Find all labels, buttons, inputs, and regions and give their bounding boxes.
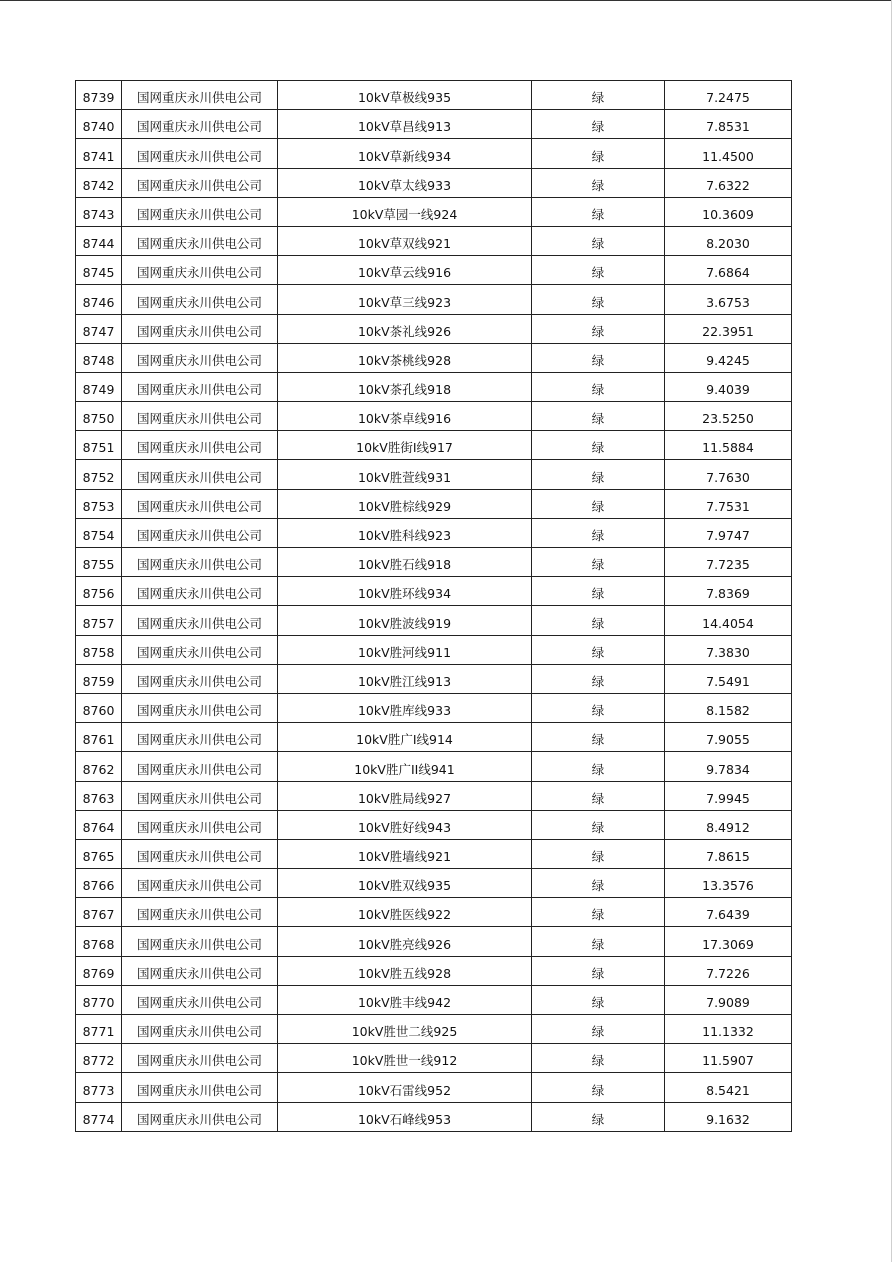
company-cell: 国网重庆永川供电公司 [122,1073,278,1102]
table-row [76,927,792,956]
company-cell: 国网重庆永川供电公司 [122,518,278,547]
company-cell: 国网重庆永川供电公司 [122,343,278,372]
table-row [76,226,792,255]
company-cell: 国网重庆永川供电公司 [122,460,278,489]
line-name-cell: 10kV胜医线922 [278,898,532,927]
company-cell: 国网重庆永川供电公司 [122,606,278,635]
color-code-cell: 绿 [532,1015,665,1044]
color-code-cell: 绿 [532,314,665,343]
color-code-cell: 绿 [532,577,665,606]
value-cell: 8.1582 [665,693,792,722]
company-cell: 国网重庆永川供电公司 [122,664,278,693]
company-cell: 国网重庆永川供电公司 [122,226,278,255]
color-code-cell: 绿 [532,723,665,752]
value-cell: 7.8369 [665,577,792,606]
company-cell: 国网重庆永川供电公司 [122,810,278,839]
row-number-cell: 8765 [76,839,122,868]
color-code-cell: 绿 [532,489,665,518]
company-cell: 国网重庆永川供电公司 [122,752,278,781]
company-cell: 国网重庆永川供电公司 [122,781,278,810]
table-body [76,81,792,1132]
company-cell: 国网重庆永川供电公司 [122,139,278,168]
line-name-cell: 10kV胜局线927 [278,781,532,810]
row-number-cell: 8745 [76,256,122,285]
table-row [76,781,792,810]
company-cell: 国网重庆永川供电公司 [122,839,278,868]
table-row [76,606,792,635]
company-cell: 国网重庆永川供电公司 [122,927,278,956]
color-code-cell: 绿 [532,898,665,927]
color-code-cell: 绿 [532,402,665,431]
row-number-cell: 8762 [76,752,122,781]
value-cell: 7.6439 [665,898,792,927]
color-code-cell: 绿 [532,460,665,489]
company-cell: 国网重庆永川供电公司 [122,110,278,139]
row-number-cell: 8742 [76,168,122,197]
value-cell: 9.7834 [665,752,792,781]
value-cell: 9.1632 [665,1102,792,1131]
line-name-cell: 10kV草昌线913 [278,110,532,139]
company-cell: 国网重庆永川供电公司 [122,1102,278,1131]
company-cell: 国网重庆永川供电公司 [122,256,278,285]
value-cell: 7.9747 [665,518,792,547]
line-name-cell: 10kV胜亮线926 [278,927,532,956]
color-code-cell: 绿 [532,168,665,197]
color-code-cell: 绿 [532,139,665,168]
color-code-cell: 绿 [532,1102,665,1131]
value-cell: 11.1332 [665,1015,792,1044]
table-row [76,810,792,839]
row-number-cell: 8755 [76,548,122,577]
color-code-cell: 绿 [532,1044,665,1073]
color-code-cell: 绿 [532,606,665,635]
table-row [76,314,792,343]
color-code-cell: 绿 [532,752,665,781]
row-number-cell: 8752 [76,460,122,489]
row-number-cell: 8740 [76,110,122,139]
row-number-cell: 8739 [76,81,122,110]
value-cell: 9.4245 [665,343,792,372]
color-code-cell: 绿 [532,548,665,577]
color-code-cell: 绿 [532,693,665,722]
value-cell: 11.5907 [665,1044,792,1073]
row-number-cell: 8771 [76,1015,122,1044]
line-name-cell: 10kV胜世二线925 [278,1015,532,1044]
color-code-cell: 绿 [532,226,665,255]
color-code-cell: 绿 [532,197,665,226]
value-cell: 11.4500 [665,139,792,168]
value-cell: 7.3830 [665,635,792,664]
color-code-cell: 绿 [532,956,665,985]
table-row [76,1102,792,1131]
row-number-cell: 8761 [76,723,122,752]
line-name-cell: 10kV胜好线943 [278,810,532,839]
row-number-cell: 8754 [76,518,122,547]
row-number-cell: 8766 [76,869,122,898]
line-name-cell: 10kV胜萱线931 [278,460,532,489]
line-name-cell: 10kV草云线916 [278,256,532,285]
value-cell: 17.3069 [665,927,792,956]
value-cell: 7.8531 [665,110,792,139]
value-cell: 22.3951 [665,314,792,343]
company-cell: 国网重庆永川供电公司 [122,898,278,927]
line-name-cell: 10kV茶礼线926 [278,314,532,343]
table-row [76,839,792,868]
line-name-cell: 10kV草三线923 [278,285,532,314]
line-name-cell: 10kV石雷线952 [278,1073,532,1102]
color-code-cell: 绿 [532,110,665,139]
table-row [76,489,792,518]
color-code-cell: 绿 [532,985,665,1014]
color-code-cell: 绿 [532,810,665,839]
table-row [76,1015,792,1044]
company-cell: 国网重庆永川供电公司 [122,1044,278,1073]
table-row [76,723,792,752]
row-number-cell: 8748 [76,343,122,372]
value-cell: 13.3576 [665,869,792,898]
table-row [76,518,792,547]
table-row [76,1044,792,1073]
company-cell: 国网重庆永川供电公司 [122,723,278,752]
row-number-cell: 8741 [76,139,122,168]
row-number-cell: 8767 [76,898,122,927]
table-row [76,285,792,314]
table-row [76,372,792,401]
table-row [76,110,792,139]
company-cell: 国网重庆永川供电公司 [122,431,278,460]
row-number-cell: 8774 [76,1102,122,1131]
table-row [76,81,792,110]
line-name-cell: 10kV胜丰线942 [278,985,532,1014]
value-cell: 7.6322 [665,168,792,197]
value-cell: 10.3609 [665,197,792,226]
line-name-cell: 10kV胜世一线912 [278,1044,532,1073]
color-code-cell: 绿 [532,256,665,285]
line-name-cell: 10kV胜五线928 [278,956,532,985]
table-row [76,548,792,577]
row-number-cell: 8773 [76,1073,122,1102]
company-cell: 国网重庆永川供电公司 [122,402,278,431]
table-row [76,693,792,722]
table-row [76,898,792,927]
row-number-cell: 8759 [76,664,122,693]
table-row [76,956,792,985]
table-row [76,752,792,781]
row-number-cell: 8744 [76,226,122,255]
table-row [76,256,792,285]
line-name-cell: 10kV胜双线935 [278,869,532,898]
row-number-cell: 8749 [76,372,122,401]
value-cell: 7.9945 [665,781,792,810]
line-name-cell: 10kV胜库线933 [278,693,532,722]
line-name-cell: 10kV胜石线918 [278,548,532,577]
company-cell: 国网重庆永川供电公司 [122,956,278,985]
line-name-cell: 10kV胜广I线914 [278,723,532,752]
table-row [76,139,792,168]
color-code-cell: 绿 [532,664,665,693]
value-cell: 7.8615 [665,839,792,868]
line-name-cell: 10kV茶孔线918 [278,372,532,401]
row-number-cell: 8758 [76,635,122,664]
table-row [76,168,792,197]
row-number-cell: 8764 [76,810,122,839]
company-cell: 国网重庆永川供电公司 [122,489,278,518]
data-table [75,80,792,1132]
value-cell: 23.5250 [665,402,792,431]
value-cell: 11.5884 [665,431,792,460]
value-cell: 7.7531 [665,489,792,518]
value-cell: 7.2475 [665,81,792,110]
table-row [76,431,792,460]
line-name-cell: 10kV胜环线934 [278,577,532,606]
color-code-cell: 绿 [532,781,665,810]
line-name-cell: 10kV草极线935 [278,81,532,110]
row-number-cell: 8763 [76,781,122,810]
company-cell: 国网重庆永川供电公司 [122,577,278,606]
value-cell: 7.9055 [665,723,792,752]
row-number-cell: 8772 [76,1044,122,1073]
value-cell: 9.4039 [665,372,792,401]
company-cell: 国网重庆永川供电公司 [122,197,278,226]
line-name-cell: 10kV草太线933 [278,168,532,197]
row-number-cell: 8747 [76,314,122,343]
color-code-cell: 绿 [532,927,665,956]
value-cell: 7.6864 [665,256,792,285]
row-number-cell: 8751 [76,431,122,460]
value-cell: 3.6753 [665,285,792,314]
color-code-cell: 绿 [532,372,665,401]
line-name-cell: 10kV石峰线953 [278,1102,532,1131]
value-cell: 14.4054 [665,606,792,635]
company-cell: 国网重庆永川供电公司 [122,81,278,110]
row-number-cell: 8757 [76,606,122,635]
line-name-cell: 10kV胜街I线917 [278,431,532,460]
line-name-cell: 10kV草双线921 [278,226,532,255]
line-name-cell: 10kV胜科线923 [278,518,532,547]
line-name-cell: 10kV草新线934 [278,139,532,168]
table-row [76,1073,792,1102]
color-code-cell: 绿 [532,1073,665,1102]
company-cell: 国网重庆永川供电公司 [122,869,278,898]
color-code-cell: 绿 [532,81,665,110]
line-name-cell: 10kV胜广II线941 [278,752,532,781]
row-number-cell: 8756 [76,577,122,606]
color-code-cell: 绿 [532,839,665,868]
table-row [76,402,792,431]
value-cell: 8.4912 [665,810,792,839]
line-name-cell: 10kV胜棕线929 [278,489,532,518]
line-name-cell: 10kV草园一线924 [278,197,532,226]
company-cell: 国网重庆永川供电公司 [122,1015,278,1044]
company-cell: 国网重庆永川供电公司 [122,693,278,722]
value-cell: 7.7235 [665,548,792,577]
row-number-cell: 8750 [76,402,122,431]
table-row [76,635,792,664]
table-row [76,343,792,372]
table-row [76,869,792,898]
row-number-cell: 8768 [76,927,122,956]
value-cell: 7.7630 [665,460,792,489]
line-name-cell: 10kV胜江线913 [278,664,532,693]
line-name-cell: 10kV茶桃线928 [278,343,532,372]
line-name-cell: 10kV茶卓线916 [278,402,532,431]
table-row [76,197,792,226]
company-cell: 国网重庆永川供电公司 [122,635,278,664]
row-number-cell: 8760 [76,693,122,722]
value-cell: 8.5421 [665,1073,792,1102]
line-name-cell: 10kV胜波线919 [278,606,532,635]
color-code-cell: 绿 [532,431,665,460]
page-top-border [0,0,892,1]
value-cell: 7.5491 [665,664,792,693]
value-cell: 7.7226 [665,956,792,985]
row-number-cell: 8770 [76,985,122,1014]
company-cell: 国网重庆永川供电公司 [122,548,278,577]
color-code-cell: 绿 [532,635,665,664]
line-name-cell: 10kV胜墙线921 [278,839,532,868]
company-cell: 国网重庆永川供电公司 [122,168,278,197]
row-number-cell: 8769 [76,956,122,985]
company-cell: 国网重庆永川供电公司 [122,314,278,343]
row-number-cell: 8746 [76,285,122,314]
table-row [76,985,792,1014]
color-code-cell: 绿 [532,343,665,372]
company-cell: 国网重庆永川供电公司 [122,985,278,1014]
value-cell: 7.9089 [665,985,792,1014]
row-number-cell: 8743 [76,197,122,226]
table-row [76,460,792,489]
color-code-cell: 绿 [532,285,665,314]
table-row [76,664,792,693]
line-name-cell: 10kV胜河线911 [278,635,532,664]
color-code-cell: 绿 [532,869,665,898]
company-cell: 国网重庆永川供电公司 [122,372,278,401]
value-cell: 8.2030 [665,226,792,255]
color-code-cell: 绿 [532,518,665,547]
row-number-cell: 8753 [76,489,122,518]
company-cell: 国网重庆永川供电公司 [122,285,278,314]
table-row [76,577,792,606]
